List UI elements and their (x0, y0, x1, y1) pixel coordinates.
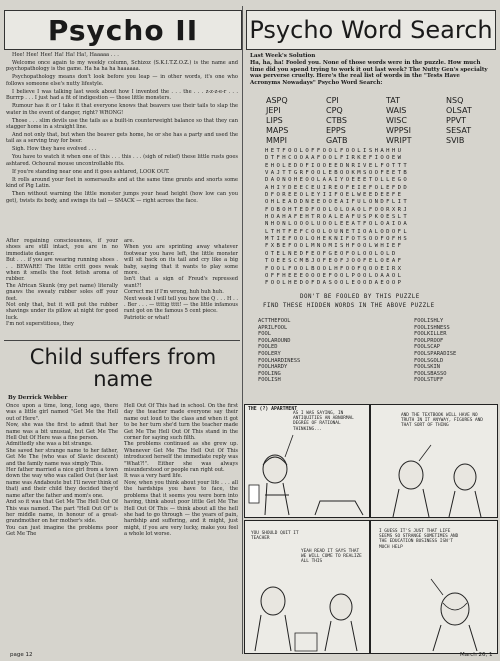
grid-row: FOBOHTEDFOOLOLOAOLFOORXRJ (265, 206, 410, 213)
grid-row: HOAHAFEHTROALEAFUSPKOESLT (265, 214, 410, 221)
acronym-word: CPQ (326, 106, 343, 115)
grid-row: MTIEFOOLOHEKNIFOTSOOFOFHS (265, 236, 410, 243)
hidden-word: APRILFOOL (258, 324, 288, 331)
psycho-ii-paragraph: I believe I was talking last week about how I invented the . . . the . . . z-z-z-e-r . . . Burrrp . . . I just had a fit of indigestion — those little monsters. (6, 88, 238, 102)
comic-panel-1 (244, 404, 370, 518)
hidden-word: FOOLHARDINESS (258, 357, 301, 364)
acronym-word: MMPI (266, 136, 287, 145)
child-story-column-1: Once upon a time, long, long ago, there was a little girl named "Get Me the Hell out of Here". Now, she was the first to admit that her name was a bit unusual, but Get Me The Hell Out Of Here was a fine person. Admittedly she was a bit strange. She saved her strange name to her father, Get Me The (who was of Slavic descent) and the family name was simply This. Her father married a nice girl from a town down the way who was called Out (her last name was Andaboute but I'll never think of that) and their child they decided they'd name after the father and mom's one. And so it was that Get Me The Hell Out Of This was named. The part "Hell Out Of" is her middle name, in honour of a great-grandmother on her mother's side. You can just imagine the problems poor Get Me The (6, 403, 118, 538)
hidden-word: FOOLHARDY (258, 364, 288, 371)
column-divider (242, 6, 243, 654)
hidden-word: ACTTHEFOOL (258, 318, 291, 324)
child-story-column-2: Hell Out Of This had in school. On the first day the teacher made everyone say their name out loud to the class and when it got to be her turn she'd turn the teacher made Get Me The Hell Out Of This stand in the corner for saying such filth. The problems continued as she grew up. Whenever Get Me The Hell Out Of This introduced herself the immediate reply was "What?!". Either she was always misunderstood or people ran right out. It was a very hard life. Now, when you think about your life . . . all the hardships you have to face, the problems that it seems you were born into having, think about poor little Get Me The Hell Out Of This — think about all the hell she had to go through — the years of pain, hardship and suffering, and it might, just might, if you are very lucky, make you feel a whole lot worse. (124, 403, 238, 538)
find-these-line: FIND THESE HIDDEN WORDS IN THE ABOVE PUZZLE (263, 303, 435, 309)
word-search-grid (265, 148, 485, 290)
acronym-word: WISC (386, 116, 407, 125)
speech-bubble-2: AND THE TEXTBOOK WILL HAVE NO TRUTH IN IT ANYWAY, FIGURES AND THAT SORT OF THING (401, 413, 483, 429)
acronym-word: PPVT (446, 116, 467, 125)
issue-date: March 26, 1 (460, 652, 493, 658)
acronym-word-table (260, 96, 490, 148)
acronym-word: CTBS (326, 116, 347, 125)
professor-drawing (245, 405, 369, 517)
psycho-ii-paragraph: Those . . . slim devils use the tails as a built-in counterweight balance so that they can stagger home in a straight line. (6, 117, 238, 131)
grid-row: LTHTFEFCOOLOUNETIOALODOFL (265, 228, 410, 235)
psycho-ii-column-top (6, 52, 238, 236)
hidden-words-right (414, 318, 499, 384)
acronym-word: JEPI (266, 106, 281, 115)
psycho-ii-title: Psycho II (47, 14, 199, 47)
acronym-word: TAT (386, 96, 401, 105)
acronym-word: ASPQ (266, 96, 288, 105)
speech-bubble-4: YEAH READ IT SAYS THAT WE WILL COME TO REALIZE ALL THIS (301, 549, 362, 565)
psycho-ii-paragraph: You have to watch it when one of this . . . this . . . (sigh of relief) these little rusts goes ashtared. Ochoural mouse uncontrollable fits. (6, 154, 238, 167)
psycho-ii-paragraph: If you're standing near one and it goes ashtared, LOOK OUT. (12, 168, 170, 175)
comic-panel-3 (244, 520, 370, 654)
acronym-word: OLSAT (446, 106, 472, 115)
hidden-word: FOOLERY (258, 350, 281, 357)
psycho-ii-paragraph: Hee! Hee! Hee! Ha! Ha! Ha!, Haaaaa . . . (12, 52, 119, 58)
psycho-ii-paragraph: Psychopathology means don't look before you leap — in other words, it's one who follows someone else's nutty lifestyle. (6, 74, 238, 87)
grid-row: FOOLHEDOFDASOOLEOODAEOOP (265, 280, 404, 287)
grid-row: FOOLFOOLBOOLHFOOFQOOEIRX (265, 265, 404, 272)
students-drawing (371, 405, 497, 517)
psycho-ii-paragraph: Sigh. How they have evolved . . . (12, 146, 97, 153)
psycho-ii-subcolumn-b: are. When you are sprinting away whatever footwear you have left, the little monster will sit back on its tail and cry like a big baby, saying that it wants to play some more. Isn't that a sign of Freud's repressed want?! Correct me if I'm wrong, huh huh huh. Next week I will tell you how the Q . . . H . . . Ber . . . — ttttig tttt! — the little infamous rant got on the famous 5 cent piece. Patriotic or what! (124, 238, 238, 321)
word-search-header-box (246, 10, 496, 50)
hidden-word: FOOLISHLY (414, 318, 444, 324)
hidden-word: FOOLISHNESS (414, 324, 450, 331)
hidden-words-left (258, 318, 368, 384)
grid-row: AHIYDEECEUIREOFEIEFOLEFDD (265, 184, 410, 191)
grid-row: DAONOHEOOLAAIYOEEETOLLEGO (265, 177, 410, 184)
acronym-word: NSQ (446, 96, 464, 105)
speech-bubble-5: I GUESS IT'S JUST THAT LIFE SEEMS SO STRANGE SOMETIMES AND THE EDUCATION BUSINESS ISN'T MUCH HELP (379, 529, 459, 550)
psycho-ii-paragraph: Rumour has it or I take it that everyone knows that beavers use their tails to slap the water in the event of danger, right? WRONG! (6, 103, 238, 116)
hidden-word: FOOLSBASSO (414, 370, 447, 377)
hidden-word: FOOLED (258, 344, 278, 351)
grid-row: OTELNEDFEOFGEOFOLOOLOLD (265, 250, 398, 257)
acronym-word: WAIS (386, 106, 407, 115)
acronym-word: WPPSI (386, 126, 411, 135)
grid-row: NHONLOOOLUOOLEEATFOLOAIOA (265, 221, 410, 228)
solution-heading: Last Week's Solution (250, 53, 316, 59)
comic-caption: THE (?) APARTMENT (248, 407, 298, 412)
solution-text: Ha, ha, ha! Fooled you. None of those words were in the puzzle. How much time did you spend trying to work it out last week? The Nutty Gen's specialty was perverse cruelty. Here's the real list of words in the "Tests Have Acronyms Nowadays" Psycho Word Search: (250, 60, 488, 86)
teacher-drawing (371, 521, 497, 653)
speech-bubble-1: AS I WAS SAYING, IN ANTIQUITIES AN ABNORMAL DEGREE OF RATIONAL THINKING... (293, 411, 354, 432)
acronym-word: CPI (326, 96, 339, 105)
acronym-word: GATB (326, 136, 348, 145)
acronym-word: EPPS (326, 126, 346, 135)
couch-drawing (245, 521, 369, 653)
psycho-ii-paragraph: It rolls around your feet in somersaults and at the same time grunts and snorts some kind of Pig Latin. (6, 176, 238, 190)
hidden-word: FOOLSPARADISE (414, 350, 457, 357)
psycho-ii-subcolumn-a: After regaining consciousness, if your shoes are still intact, you are in no immediate danger. But . . . if you are wearing running shoes . . . BEWARE! The little critt goes weak when it smells the foot fetish aroma of rubber. The African Skunk (my pet name) literally gnaws the sweaty rubber soles off your feet. Not only that, but it will put the rubber shavings under its pillow at night for good luck. I'm not superstitious, they (6, 238, 118, 328)
psycho-ii-header-box (4, 10, 242, 50)
section-divider (4, 340, 240, 341)
word-search-title: Psycho Word Search (249, 16, 493, 44)
hidden-word: FOOL (258, 331, 271, 338)
byline: By Derrick Webber (8, 395, 68, 401)
psycho-ii-paragraph: Then without warning the little monster jumps your head height (how low can you get), twists its body, and swings its tail — SMACK — right across the face. (6, 191, 238, 204)
acronym-word: LIPS (266, 116, 283, 125)
hidden-word: FOOLSTUFF (414, 377, 444, 384)
grid-row: VAJTTGRFOOLEBOOKMSOOFEETB (265, 170, 410, 177)
hidden-word: FOOLSCAP (414, 344, 440, 351)
acronym-word: WRIPT (386, 136, 412, 145)
hidden-word: FOOLAROUND (258, 337, 291, 344)
comic-panel-4 (370, 520, 498, 654)
speech-bubble-3: YOU SHOULD QUIT IT TEACHER (251, 531, 299, 542)
grid-row: OHLEADDNEEOOEAIFULONDFLIT (265, 199, 410, 206)
acronym-word: MAPS (266, 126, 289, 135)
hidden-word: FOOLPROOF (414, 337, 444, 344)
grid-row: DFOREEOLEYIIFOELWEEDEEFE (265, 192, 404, 199)
hidden-word: FOOLKILLER (414, 331, 447, 338)
hidden-word: FOOLISH (258, 377, 281, 384)
psycho-ii-paragraph: And not only that, but when the beaver gets home, he or she has a party and used the tail as a serving tray for beer. (6, 132, 238, 145)
page-number: page 12 (10, 652, 33, 658)
hidden-word: FOOLSGOLD (414, 357, 444, 364)
grid-row: HETFOOLOFFOOLFOOLISHAHHU (265, 148, 404, 154)
grid-row: TOEESCMBJOFEOFJOOFELOEAF (265, 258, 404, 265)
hidden-word: FOOLING (258, 370, 281, 377)
child-suffers-headline: Child suffers from name (29, 345, 217, 391)
grid-row: FXBEFOOLMNOMISHFOOLWHIEF (265, 243, 404, 250)
psycho-ii-paragraph: Welcome once again to my weekly column, Schizoz (S.K.I.T.Z.O.Z.) is the name and psychopathology is the game. Ha ha ha ha haaaaaa. (6, 60, 238, 73)
acronym-word: SVIB (446, 136, 465, 145)
grid-row: OFFHEEEOOOEFOOLPOOLOAAOL (265, 272, 404, 279)
acronym-word: SESAT (446, 126, 472, 135)
dont-be-fooled-line: DON'T BE FOOLED BY THIS PUZZLE (300, 294, 420, 300)
grid-row: EHOLEDOFIOOEEDNRIVELFOTTT (265, 162, 410, 169)
comic-panel-2 (370, 404, 498, 518)
grid-row: DTFHCOOAAFOOLFIRKEFIOOEW (265, 155, 404, 162)
hidden-word: FOOLSKIN (414, 364, 440, 371)
